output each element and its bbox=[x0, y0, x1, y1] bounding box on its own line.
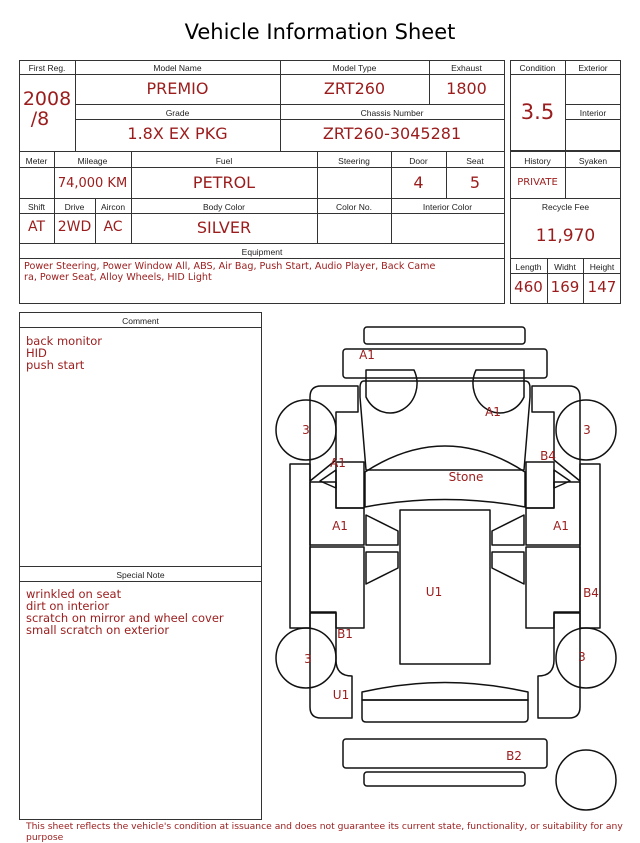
interior-color-label: Interior Color bbox=[422, 202, 473, 212]
history-value: PRIVATE bbox=[517, 177, 558, 188]
aircon-label: Aircon bbox=[100, 202, 126, 212]
door-label: Door bbox=[409, 156, 428, 166]
page-title: Vehicle Information Sheet bbox=[184, 20, 456, 44]
condition-label: Condition bbox=[519, 63, 556, 73]
windshield-outline bbox=[365, 446, 525, 507]
interior-label: Interior bbox=[579, 108, 607, 118]
exhaust-label: Exhaust bbox=[451, 63, 482, 73]
shift-label: Shift bbox=[27, 202, 45, 212]
seat-value: 5 bbox=[469, 173, 481, 192]
damage-front-fender-left: A1 bbox=[330, 456, 346, 470]
history-label: History bbox=[524, 156, 551, 166]
chassis-number-value: ZRT260-3045281 bbox=[322, 124, 462, 143]
comment-label: Comment bbox=[122, 316, 159, 326]
body-color-label: Body Color bbox=[202, 202, 246, 212]
model-type-value: ZRT260 bbox=[323, 79, 386, 98]
first-reg-year: 2008 bbox=[22, 88, 72, 110]
seat-label: Seat bbox=[466, 156, 484, 166]
chassis-number-label: Chassis Number bbox=[360, 108, 424, 118]
fuel-value: PETROL bbox=[192, 173, 256, 192]
special-note-item: scratch on mirror and wheel cover bbox=[26, 611, 224, 625]
drive-value: 2WD bbox=[57, 219, 92, 235]
rear-bumper-bottom-outline bbox=[364, 772, 525, 786]
rear-right-wheel-outline bbox=[556, 628, 616, 688]
drive-label: Drive bbox=[64, 202, 85, 212]
model-name-value: PREMIO bbox=[146, 79, 209, 98]
shift-value: AT bbox=[27, 219, 46, 235]
damage-windshield: Stone bbox=[448, 470, 484, 484]
damage-front-fender-right: B4 bbox=[540, 449, 556, 463]
model-type-label: Model Type bbox=[332, 63, 377, 73]
comment-item: HID bbox=[26, 346, 47, 360]
left-mirror-outline bbox=[320, 470, 336, 488]
length-label: Length bbox=[515, 262, 542, 272]
steering-label: Steering bbox=[338, 156, 370, 166]
grade-label: Grade bbox=[165, 108, 190, 118]
left-front-door-outline bbox=[310, 482, 364, 545]
right-front-door-outline bbox=[526, 482, 580, 545]
fuel-label: Fuel bbox=[215, 156, 233, 166]
condition-grade: 3.5 bbox=[520, 100, 555, 124]
right-rear-window-outline bbox=[492, 552, 524, 584]
damage-rear-bumper: B2 bbox=[506, 749, 522, 763]
right-a-pillar-outline bbox=[526, 462, 554, 508]
exterior-label: Exterior bbox=[578, 63, 608, 73]
first-reg-label: First Reg. bbox=[28, 63, 66, 73]
spare-wheel-outline bbox=[556, 750, 616, 810]
left-headlight-outline bbox=[366, 370, 417, 413]
left-front-window-outline bbox=[366, 515, 398, 545]
body-color-value: SILVER bbox=[196, 218, 252, 237]
damage-roof: U1 bbox=[425, 585, 443, 599]
special-note-label: Special Note bbox=[116, 570, 165, 580]
damage-hood-right: A1 bbox=[485, 405, 501, 419]
right-rear-door-outline bbox=[526, 547, 580, 628]
left-rear-door-outline bbox=[310, 547, 364, 628]
damage-rear-door-left: B1 bbox=[337, 627, 353, 641]
front-bumper-top-outline bbox=[364, 327, 525, 344]
damage-wheel-rear-right: 3 bbox=[578, 650, 586, 664]
meter-label: Meter bbox=[25, 156, 48, 166]
damage-front-door-left: A1 bbox=[332, 519, 348, 533]
length-value: 460 bbox=[514, 278, 543, 296]
damage-rear-quarter-left: U1 bbox=[332, 688, 350, 702]
comment-item: push start bbox=[26, 358, 85, 372]
right-mirror-outline bbox=[554, 470, 570, 488]
grade-value: 1.8X EX PKG bbox=[127, 124, 228, 143]
equipment-label: Equipment bbox=[241, 247, 283, 257]
trunk-outline bbox=[362, 700, 528, 722]
damage-wheel-front-right: 3 bbox=[583, 423, 591, 437]
roof-outline bbox=[400, 510, 490, 664]
width-value: 169 bbox=[550, 278, 580, 296]
special-note-item: small scratch on exterior bbox=[26, 623, 170, 637]
equipment-line-1: Power Steering, Power Window All, ABS, Air Bag, Push Start, Audio Player, Back Came bbox=[24, 261, 436, 272]
color-no-label: Color No. bbox=[336, 202, 372, 212]
width-label: Widht bbox=[554, 262, 576, 272]
syaken-label: Syaken bbox=[578, 156, 608, 166]
comment-item: back monitor bbox=[26, 334, 102, 348]
left-sill-outline bbox=[290, 464, 310, 628]
recycle-fee-label: Recycle Fee bbox=[541, 202, 590, 212]
damage-front-bumper: A1 bbox=[359, 348, 375, 362]
door-value: 4 bbox=[413, 173, 424, 192]
exhaust-value: 1800 bbox=[446, 79, 487, 98]
hood-outline bbox=[360, 381, 530, 470]
damage-wheel-rear-left: 3 bbox=[304, 652, 312, 666]
rear-window-outline bbox=[362, 683, 528, 701]
equipment-line-2: ra, Power Seat, Alloy Wheels, HID Light bbox=[24, 272, 212, 283]
recycle-fee-value: 11,970 bbox=[535, 226, 596, 246]
mileage-value: 74,000 KM bbox=[57, 176, 128, 191]
first-reg-month: /8 bbox=[30, 108, 50, 130]
disclaimer-footer: This sheet reflects the vehicle's condition at issuance and does not guarantee its current state, functionality, or suitability for any purpose bbox=[26, 821, 623, 843]
damage-front-door-right: A1 bbox=[553, 519, 569, 533]
special-note-item: dirt on interior bbox=[26, 599, 110, 613]
model-name-label: Model Name bbox=[153, 63, 202, 73]
right-front-window-outline bbox=[492, 515, 524, 545]
height-label: Height bbox=[589, 262, 615, 272]
aircon-value: AC bbox=[103, 219, 123, 235]
height-value: 147 bbox=[587, 278, 617, 296]
right-sill-outline bbox=[580, 464, 600, 628]
special-note-item: wrinkled on seat bbox=[26, 587, 122, 601]
damage-rear-fender-right: B4 bbox=[583, 586, 599, 600]
mileage-label: Mileage bbox=[77, 156, 108, 166]
left-rear-window-outline bbox=[366, 552, 398, 584]
damage-wheel-front-left: 3 bbox=[302, 423, 310, 437]
